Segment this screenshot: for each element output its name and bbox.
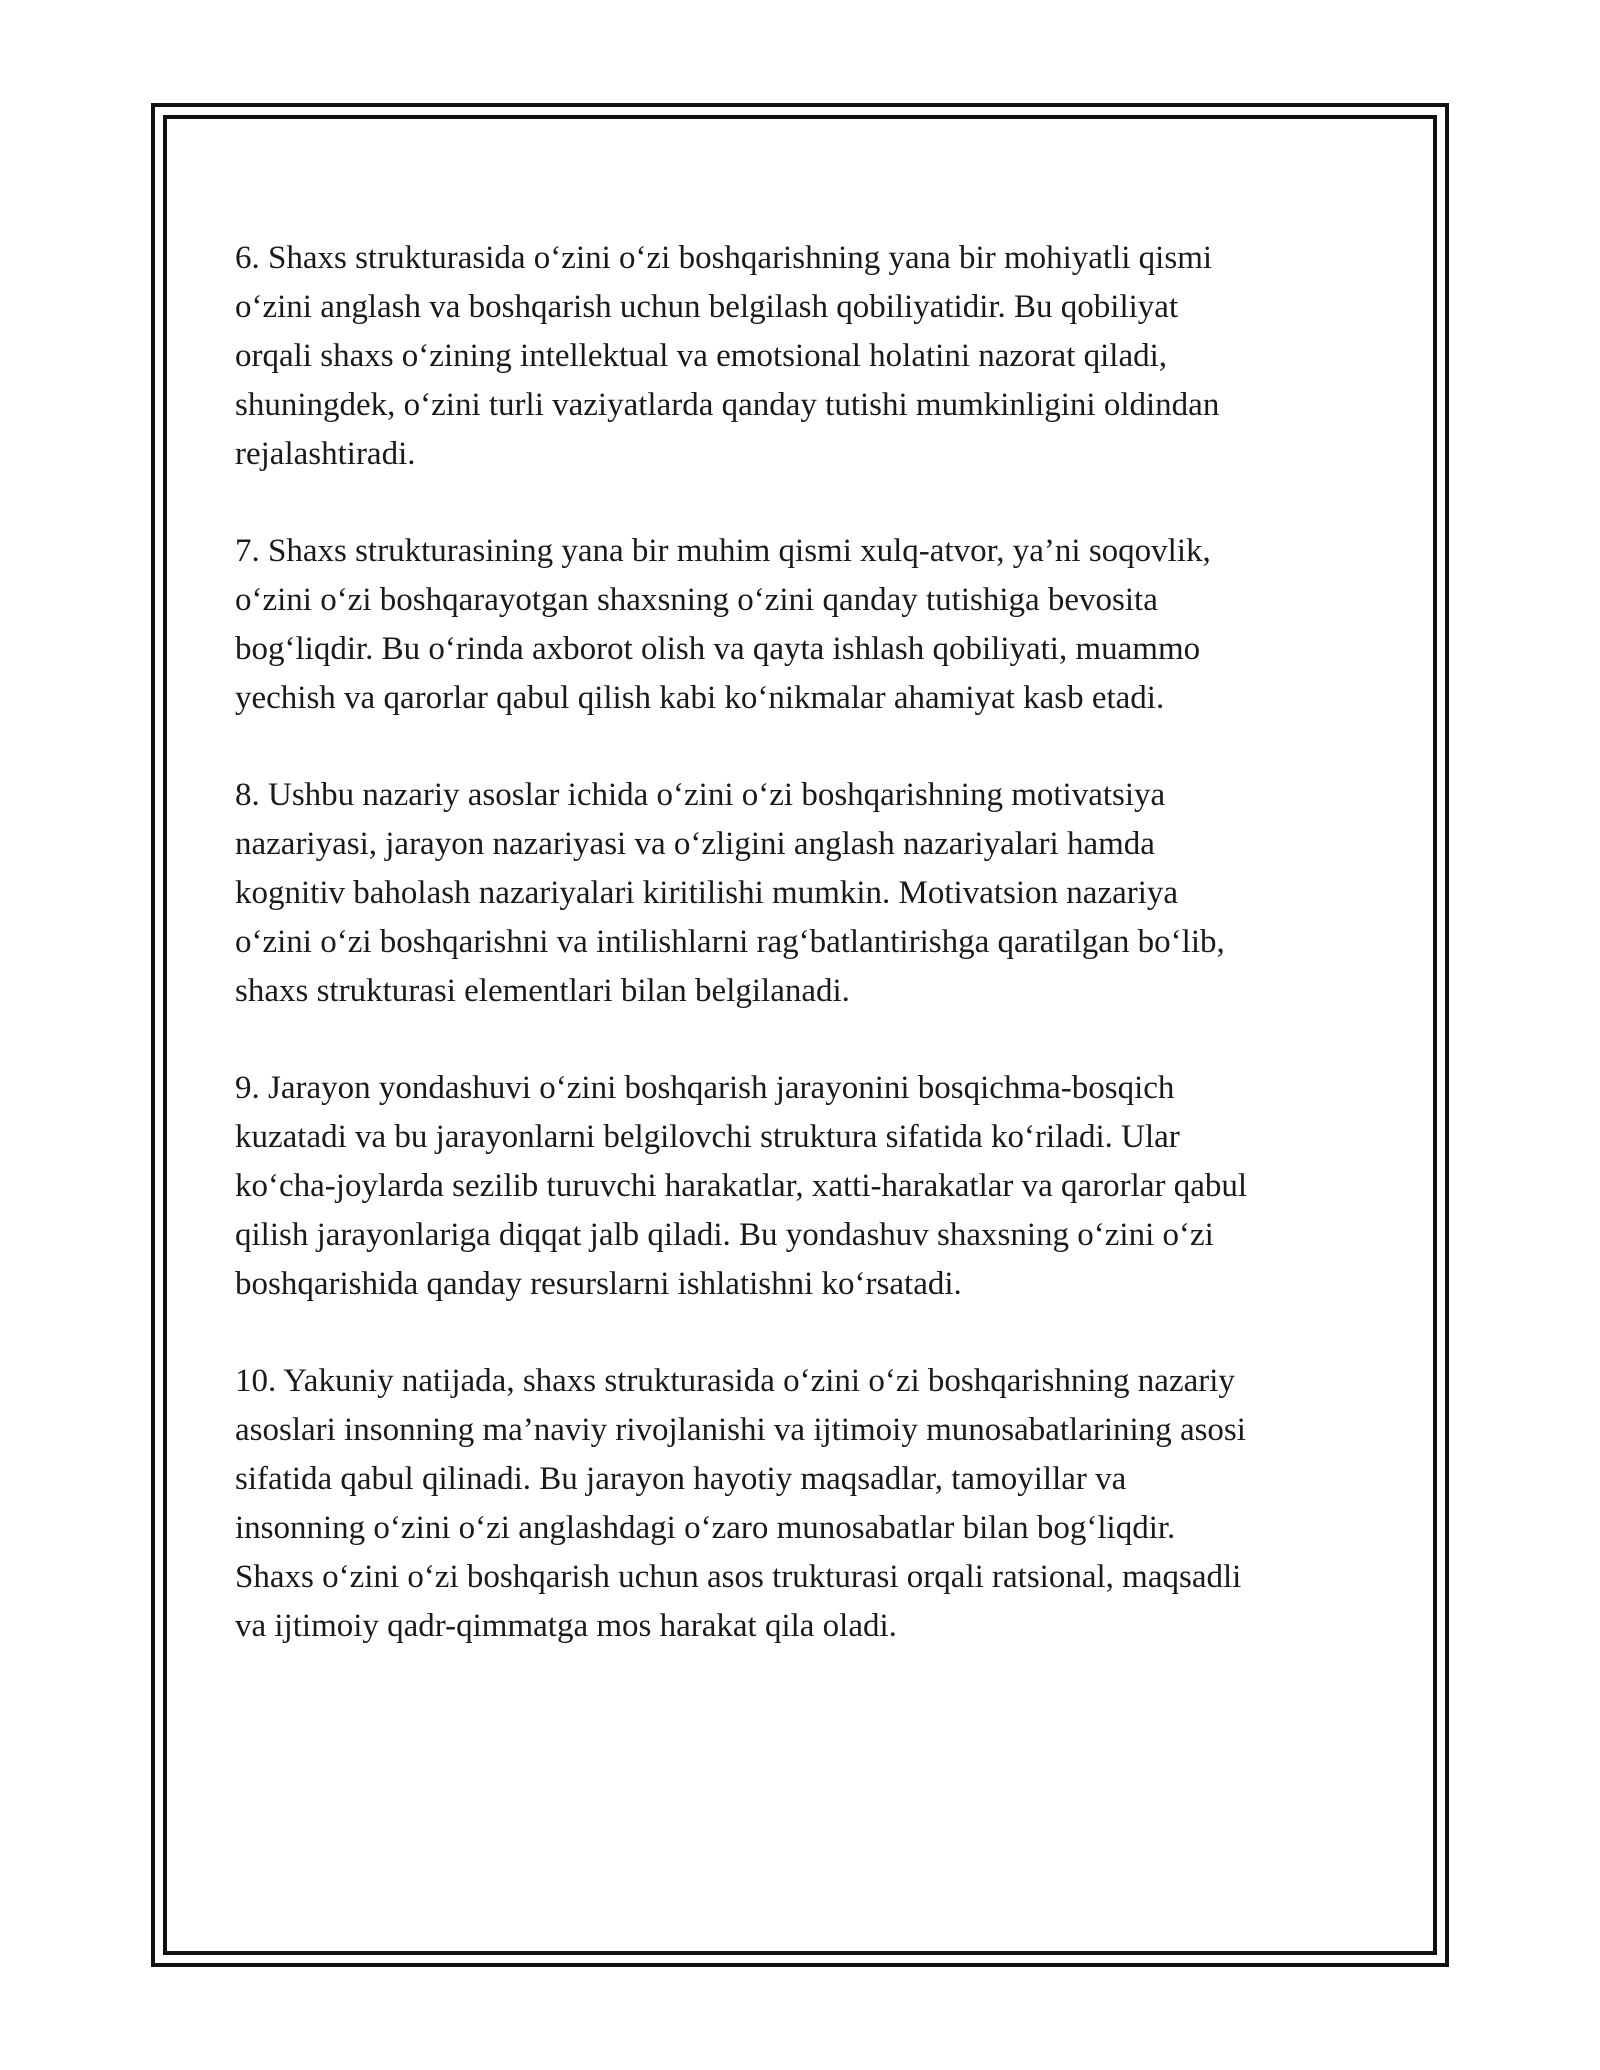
text-line: Shaxs o‘zini o‘zi boshqarish uchun asos trukturasi orqali ratsional, maqsadli [235,1559,1242,1595]
text-line: bog‘liqdir. Bu o‘rinda axborot olish va qayta ishlash qobiliyati, muammo [235,631,1201,667]
text-line: rejalashtiradi. [235,436,416,472]
text-line: 8. Ushbu nazariy asoslar ichida o‘zini o‘zi boshqarishning motivatsiya [235,777,1166,813]
text-line: o‘zini anglash va boshqarish uchun belgilash qobiliyatidir. Bu qobiliyat [235,289,1179,325]
text-line: ko‘cha-joylarda sezilib turuvchi harakatlar, xatti-harakatlar va qarorlar qabul [235,1168,1248,1204]
text-line: kognitiv baholash nazariyalari kiritilishi mumkin. Motivatsion nazariya [235,875,1179,911]
paragraph-8 [235,771,1375,1016]
paragraph-9 [235,1064,1375,1309]
text-line: 10. Yakuniy natijada, shaxs strukturasida o‘zini o‘zi boshqarishning nazariy [235,1363,1235,1399]
text-line: 9. Jarayon yondashuvi o‘zini boshqarish jarayonini bosqichma-bosqich [235,1070,1175,1106]
text-line: sifatida qabul qilinadi. Bu jarayon hayotiy maqsadlar, tamoyillar va [235,1461,1127,1497]
text-line: 7. Shaxs strukturasining yana bir muhim qismi xulq-atvor, ya’ni soqovlik, [235,533,1211,569]
text-line: o‘zini o‘zi boshqarayotgan shaxsning o‘zini qanday tutishiga bevosita [235,582,1158,618]
text-line: insonning o‘zini o‘zi anglashdagi o‘zaro munosabatlar bilan bog‘liqdir. [235,1510,1176,1546]
text-line: 6. Shaxs strukturasida o‘zini o‘zi boshqarishning yana bir mohiyatli qismi [235,240,1213,276]
text-line: yechish va qarorlar qabul qilish kabi ko‘nikmalar ahamiyat kasb etadi. [235,680,1165,716]
text-line: qilish jarayonlariga diqqat jalb qiladi. Bu yondashuv shaxsning o‘zini o‘zi [235,1217,1214,1253]
paragraph-6 [235,234,1375,479]
text-line: o‘zini o‘zi boshqarishni va intilishlarni rag‘batlantirishga qaratilgan bo‘lib, [235,924,1225,960]
paragraph-7 [235,527,1375,723]
document-body [235,234,1375,1699]
text-line: va ijtimoiy qadr-qimmatga mos harakat qila oladi. [235,1608,897,1644]
text-line: orqali shaxs o‘zining intellektual va emotsional holatini nazorat qiladi, [235,338,1168,374]
text-line: shaxs strukturasi elementlari bilan belgilanadi. [235,973,850,1009]
text-line: boshqarishida qanday resurslarni ishlatishni ko‘rsatadi. [235,1266,962,1302]
paragraph-10 [235,1357,1375,1651]
text-line: kuzatadi va bu jarayonlarni belgilovchi struktura sifatida ko‘riladi. Ular [235,1119,1180,1155]
text-line: asoslari insonning ma’naviy rivojlanishi va ijtimoiy munosabatlarining asosi [235,1412,1246,1448]
text-line: nazariyasi, jarayon nazariyasi va o‘zligini anglash nazariyalari hamda [235,826,1155,862]
text-line: shuningdek, o‘zini turli vaziyatlarda qanday tutishi mumkinligini oldindan [235,387,1220,423]
